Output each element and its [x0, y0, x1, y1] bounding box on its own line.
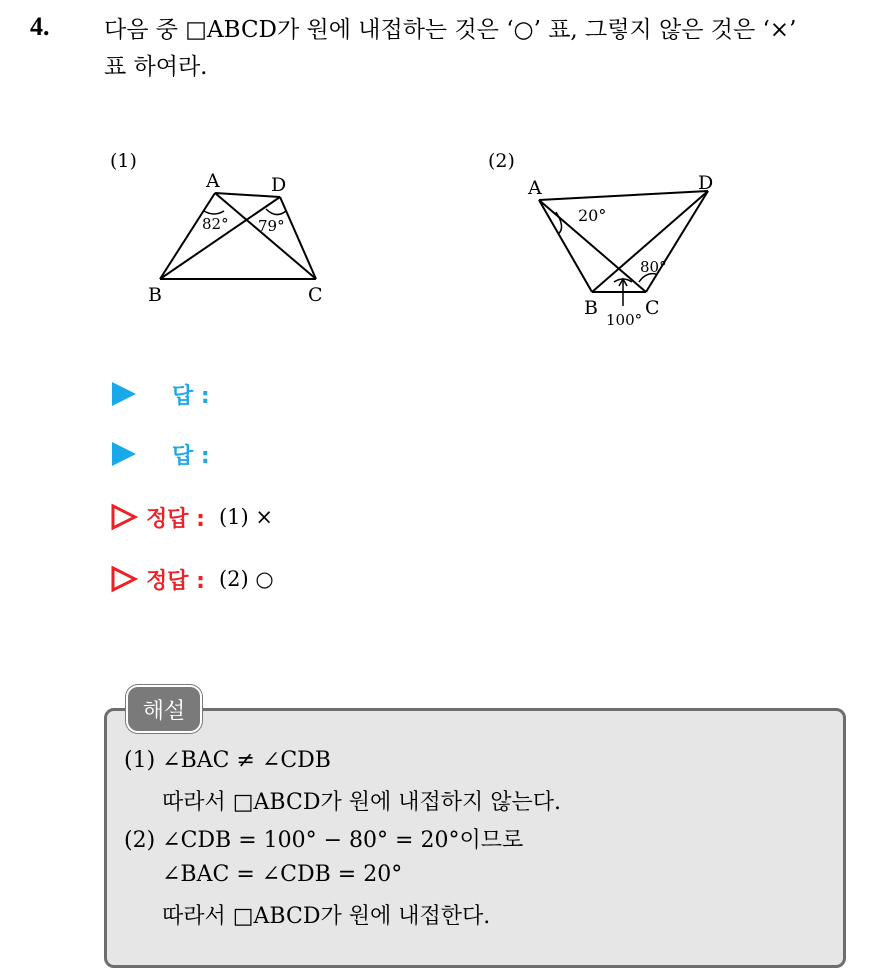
correct-answer-row-2: [110, 561, 274, 597]
fig1-point-b: B: [148, 284, 162, 306]
fig2-angle-intersection-label: 100°: [606, 311, 643, 328]
fig2-angle-a-label: 20°: [578, 206, 607, 225]
correct-answer-row-1: [110, 499, 273, 535]
correct-answer-value: (1) ×: [218, 505, 273, 529]
outline-triangle-icon: [110, 565, 138, 593]
outline-triangle-icon: [110, 503, 138, 531]
fig1-point-d: D: [271, 174, 287, 196]
explanation-tab: 해설: [126, 685, 202, 733]
fig2-point-c: C: [645, 297, 660, 319]
fig2-side-dc: [646, 191, 708, 292]
fig1-side-ab: [160, 193, 215, 279]
explanation-line-3: (2) ∠CDB = 100° − 80° = 20°이므로: [124, 828, 524, 853]
fig1-point-c: C: [308, 284, 323, 306]
answer-row-1: [110, 376, 210, 412]
answer-label: 답 :: [172, 443, 210, 469]
fig2-side-ad: [539, 191, 708, 200]
fig2-point-d: D: [698, 172, 714, 194]
answer-row-2: [110, 436, 210, 472]
question-text-line-2: 표 하여라.: [104, 54, 208, 80]
play-triangle-icon: [110, 440, 138, 468]
answer-label: 답 :: [172, 383, 210, 409]
explanation-line-4: ∠BAC = ∠CDB = 20°: [162, 862, 403, 887]
fig1-angle-arc-d: [266, 209, 286, 215]
fig1-diagonal-db: [160, 197, 280, 279]
fig2-point-b: B: [584, 297, 598, 319]
question-text: [104, 12, 874, 86]
fig1-angle-a-label: 82°: [202, 215, 229, 233]
figure-1-diagram: [140, 165, 350, 310]
question-number: 4.: [30, 12, 50, 41]
fig1-point-a: A: [206, 170, 220, 192]
play-triangle-icon: [110, 380, 138, 408]
correct-answer-value: (2) ○: [218, 567, 274, 591]
fig1-side-dc: [280, 197, 316, 279]
question-text-line-1: 다음 중 □ABCD가 원에 내접하는 것은 ‘○’ 표, 그렇지 않은 것은 ‘×’: [104, 17, 797, 43]
correct-answer-label: 정답 :: [146, 506, 205, 532]
correct-answer-label: 정답 :: [146, 568, 205, 594]
figure-2-label: (2): [488, 150, 515, 172]
explanation-line-1: (1) ∠BAC ≠ ∠CDB: [124, 748, 331, 773]
fig2-diagonal-db: [592, 191, 708, 292]
fig1-angle-arc-a: [204, 211, 224, 214]
explanation-line-2: 따라서 □ABCD가 원에 내접하지 않는다.: [162, 790, 561, 815]
fig2-point-a: A: [528, 177, 542, 199]
fig2-angle-c-label: 80°: [640, 258, 667, 276]
fig1-angle-d-label: 79°: [258, 217, 285, 235]
explanation-line-5: 따라서 □ABCD가 원에 내접한다.: [162, 904, 491, 929]
figure-1-label: (1): [110, 150, 137, 172]
figure-2-diagram: [520, 168, 730, 328]
